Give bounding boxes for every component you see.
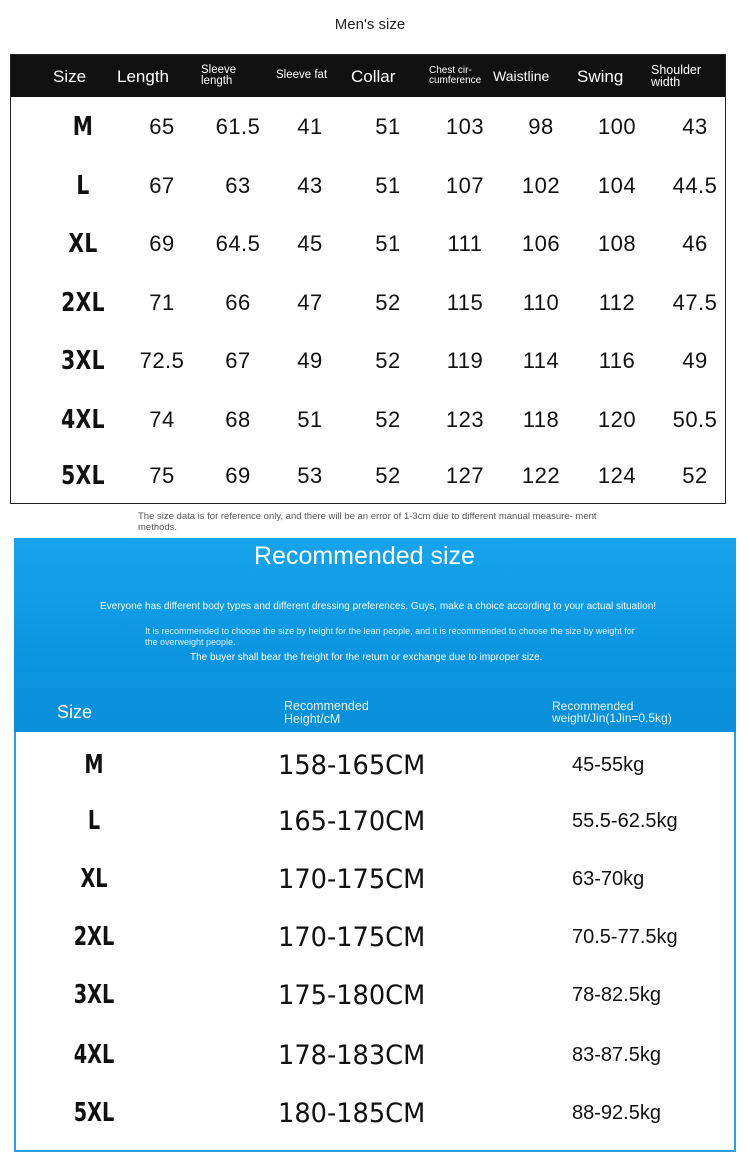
rec-cell-size: L [87,806,101,836]
rec-cell-height: 178-183CM [278,1039,426,1071]
cell-sleeve-length: 61.5 [215,114,261,139]
cell-size: 2XL [61,288,105,318]
rec-cell-weight: 45-55kg [572,753,645,776]
rec-cell-height: 165-170CM [278,805,426,837]
cell-size: M [72,112,94,142]
rec-cell-height: 175-180CM [278,979,426,1011]
cell-length: 75 [149,463,175,488]
mens-size-table [10,54,726,504]
recommended-size-table [14,732,736,1152]
cell-sleeve-length: 69 [225,463,251,488]
mens-size-header-row [11,55,725,97]
cell-shoulder-width: 50.5 [672,407,718,432]
table-row [11,332,725,390]
cell-collar: 51 [375,231,401,256]
cell-swing: 120 [597,407,637,432]
cell-sleeve-fat: 51 [297,407,323,432]
cell-length: 71 [149,290,175,315]
cell-chest: 119 [446,348,484,373]
cell-waistline: 102 [521,173,561,198]
cell-waistline: 106 [521,231,561,256]
rec-cell-height: 170-175CM [278,921,426,953]
table-row [11,215,725,273]
rec-cell-weight: 88-92.5kg [572,1101,661,1124]
table-row [11,447,725,505]
cell-size: XL [68,229,98,259]
cell-chest: 123 [445,407,485,432]
rec-cell-size: 2XL [73,922,115,952]
cell-sleeve-length: 64.5 [215,231,261,256]
cell-shoulder-width: 47.5 [672,290,718,315]
cell-sleeve-length: 68 [225,407,251,432]
cell-sleeve-length: 67 [225,348,251,373]
table-row [16,1084,750,1142]
cell-collar: 52 [375,290,401,315]
cell-sleeve-fat: 41 [297,114,323,139]
cell-swing: 124 [597,463,637,488]
table-row [11,98,725,156]
header-shoulder-width: Shoulder width [651,62,702,89]
cell-waistline: 110 [522,290,560,315]
table-row [16,792,750,850]
table-row [16,966,750,1024]
rec-cell-weight: 83-87.5kg [572,1043,661,1066]
cell-waistline: 98 [528,114,554,139]
header-sleeve-length: Sleeve length [201,63,237,87]
cell-collar: 52 [375,463,401,488]
cell-sleeve-length: 63 [225,173,251,198]
cell-size: L [76,171,90,201]
advice-freight: The buyer shall bear the freight for the return or exchange due to improper size. [190,652,543,663]
cell-shoulder-width: 44.5 [672,173,718,198]
rec-cell-weight: 70.5-77.5kg [572,925,678,948]
header-length: Length [117,66,169,86]
header-sleeve-fat: Sleeve fat [276,69,328,82]
rec-cell-size: 3XL [73,980,115,1010]
cell-size: 4XL [61,405,105,435]
cell-chest: 127 [445,463,485,488]
cell-waistline: 118 [522,407,560,432]
rec-cell-height: 180-185CM [278,1097,426,1129]
cell-shoulder-width: 49 [682,348,708,373]
rec-cell-size: XL [80,864,108,894]
header-waistline: Waistline [493,68,550,84]
cell-size: 3XL [61,346,105,376]
advice-height-weight: It is recommended to choose the size by height for the lean people, and it is recommended to choose the size by weight for the overweight people. [145,626,635,647]
header-swing: Swing [577,66,624,86]
cell-waistline: 114 [522,348,560,373]
cell-length: 67 [149,173,175,198]
table-row [11,157,725,215]
table-row [16,1026,750,1084]
table-row [16,850,750,908]
cell-chest: 103 [445,114,485,139]
cell-length: 74 [149,407,175,432]
rec-cell-height: 170-175CM [278,863,426,895]
cell-swing: 104 [597,173,637,198]
advice-body-types: Everyone has different body types and different dressing preferences. Guys, make a choice according to your actual situation! [100,601,657,612]
table-row [16,736,750,794]
rec-cell-size: 5XL [73,1098,115,1128]
rec-cell-size: 4XL [73,1040,115,1070]
cell-sleeve-fat: 47 [297,290,323,315]
rec-cell-weight: 78-82.5kg [572,983,661,1006]
table-row [11,391,725,449]
cell-chest: 107 [445,173,485,198]
cell-length: 72.5 [139,348,185,373]
rec-cell-weight: 63-70kg [572,867,645,890]
rec-header-weight: Recommended weight/Jin(1Jin=0.5kg) [552,699,672,725]
cell-collar: 51 [375,173,401,198]
mens-size-title: Men's size [334,16,406,33]
cell-collar: 51 [375,114,401,139]
cell-length: 69 [149,231,175,256]
measurement-note: The size data is for reference only, and there will be an error of 1-3cm due to different manual measure- ment methods. [138,511,597,533]
cell-sleeve-length: 66 [225,290,251,315]
rec-cell-height: 158-165CM [278,749,426,781]
cell-swing: 112 [598,290,636,315]
cell-shoulder-width: 52 [682,463,708,488]
rec-header-height: Recommended Height/cM [284,699,369,726]
cell-chest: 115 [446,290,484,315]
cell-chest: 111 [447,231,483,256]
cell-swing: 100 [597,114,637,139]
cell-swing: 108 [597,231,637,256]
cell-swing: 116 [598,348,636,373]
cell-shoulder-width: 46 [682,231,708,256]
cell-shoulder-width: 43 [682,114,708,139]
cell-sleeve-fat: 53 [297,463,323,488]
recommended-size-title: Recommended size [254,542,475,570]
header-collar: Collar [351,66,396,86]
cell-length: 65 [149,114,175,139]
rec-cell-weight: 55.5-62.5kg [572,809,678,832]
header-chest-circumference: Chest cir- cumference [429,64,482,86]
cell-size: 5XL [61,461,105,491]
header-size: Size [53,66,87,86]
cell-collar: 52 [375,407,401,432]
cell-waistline: 122 [521,463,561,488]
cell-sleeve-fat: 43 [297,173,323,198]
cell-collar: 52 [375,348,401,373]
rec-cell-size: M [84,750,104,780]
table-row [16,908,750,966]
cell-sleeve-fat: 45 [297,231,323,256]
rec-header-size: Size [57,702,93,722]
cell-sleeve-fat: 49 [297,348,323,373]
table-row [11,274,725,332]
